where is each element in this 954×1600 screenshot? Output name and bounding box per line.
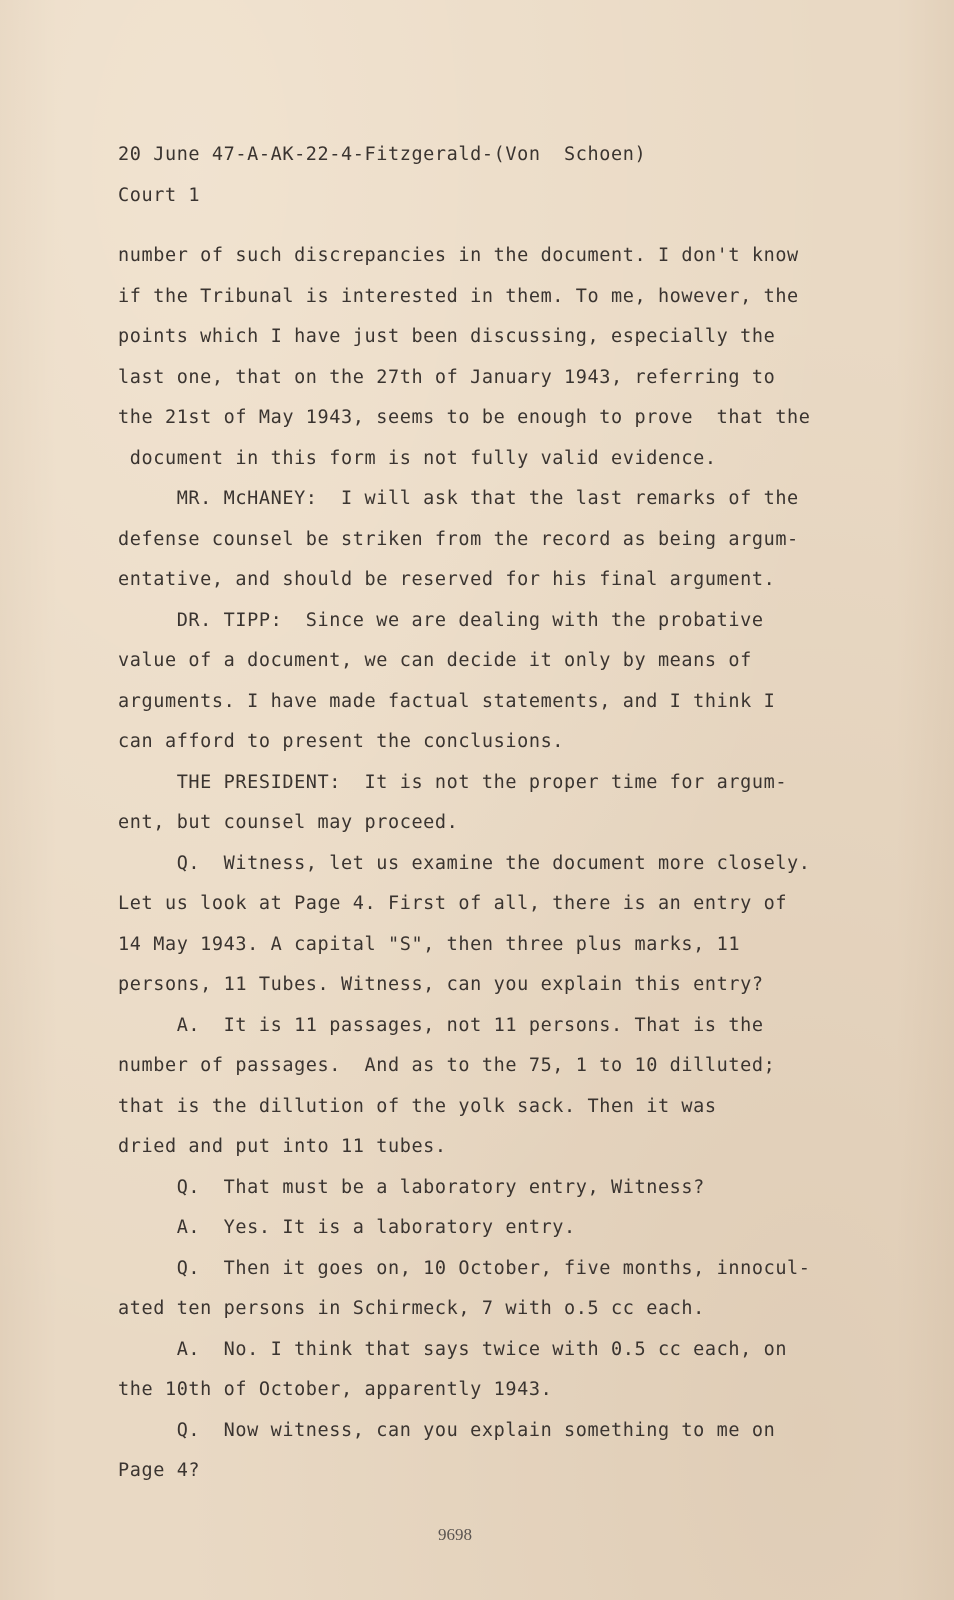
body-line: persons, 11 Tubes. Witness, can you explain this entry? (118, 974, 764, 995)
body-line: the 10th of October, apparently 1943. (118, 1379, 553, 1400)
body-line: MR. McHANEY: I will ask that the last remarks of the (118, 488, 799, 509)
body-line: the 21st of May 1943, seems to be enough to prove that the (118, 407, 811, 428)
body-line: entative, and should be reserved for his final argument. (118, 569, 776, 590)
body-line: number of such discrepancies in the document. I don't know (118, 245, 799, 266)
body-line: DR. TIPP: Since we are dealing with the probative (118, 610, 764, 631)
body-line: Q. That must be a laboratory entry, Witness? (118, 1177, 705, 1198)
body-line: if the Tribunal is interested in them. To me, however, the (118, 286, 799, 307)
header-line-1: 20 June 47-A-AK-22-4-Fitzgerald-(Von Schoen) (118, 144, 647, 165)
body-line: number of passages. And as to the 75, 1 to 10 dilluted; (118, 1055, 776, 1076)
body-line: Q. Witness, let us examine the document more closely. (118, 853, 811, 874)
header-line-2: Court 1 (118, 185, 201, 206)
body-line: Let us look at Page 4. First of all, there is an entry of (118, 893, 788, 914)
body-line: value of a document, we can decide it only by means of (118, 650, 752, 671)
body-line: can afford to present the conclusions. (118, 731, 565, 752)
body-line: that is the dillution of the yolk sack. Then it was (118, 1096, 717, 1117)
body-line: points which I have just been discussing, especially the (118, 326, 776, 347)
body-line: Q. Now witness, can you explain something to me on (118, 1420, 776, 1441)
body-line: A. It is 11 passages, not 11 persons. That is the (118, 1015, 764, 1036)
body-line: 14 May 1943. A capital "S", then three plus marks, 11 (118, 934, 741, 955)
body-line: Q. Then it goes on, 10 October, five months, innocul- (118, 1258, 811, 1279)
body-line: last one, that on the 27th of January 1943, referring to (118, 367, 776, 388)
body-line: A. No. I think that says twice with 0.5 cc each, on (118, 1339, 788, 1360)
body-line: defense counsel be striken from the record as being argum- (118, 529, 799, 550)
body-line: ent, but counsel may proceed. (118, 812, 459, 833)
body-line: THE PRESIDENT: It is not the proper time for argum- (118, 772, 788, 793)
body-line: A. Yes. It is a laboratory entry. (118, 1217, 576, 1238)
body-line: ated ten persons in Schirmeck, 7 with o.5 cc each. (118, 1298, 705, 1319)
body-line: document in this form is not fully valid evidence. (118, 448, 717, 469)
body-line: arguments. I have made factual statements, and I think I (118, 691, 776, 712)
page-number: 9698 (438, 1525, 472, 1544)
body-line: dried and put into 11 tubes. (118, 1136, 447, 1157)
body-line: Page 4? (118, 1460, 201, 1481)
